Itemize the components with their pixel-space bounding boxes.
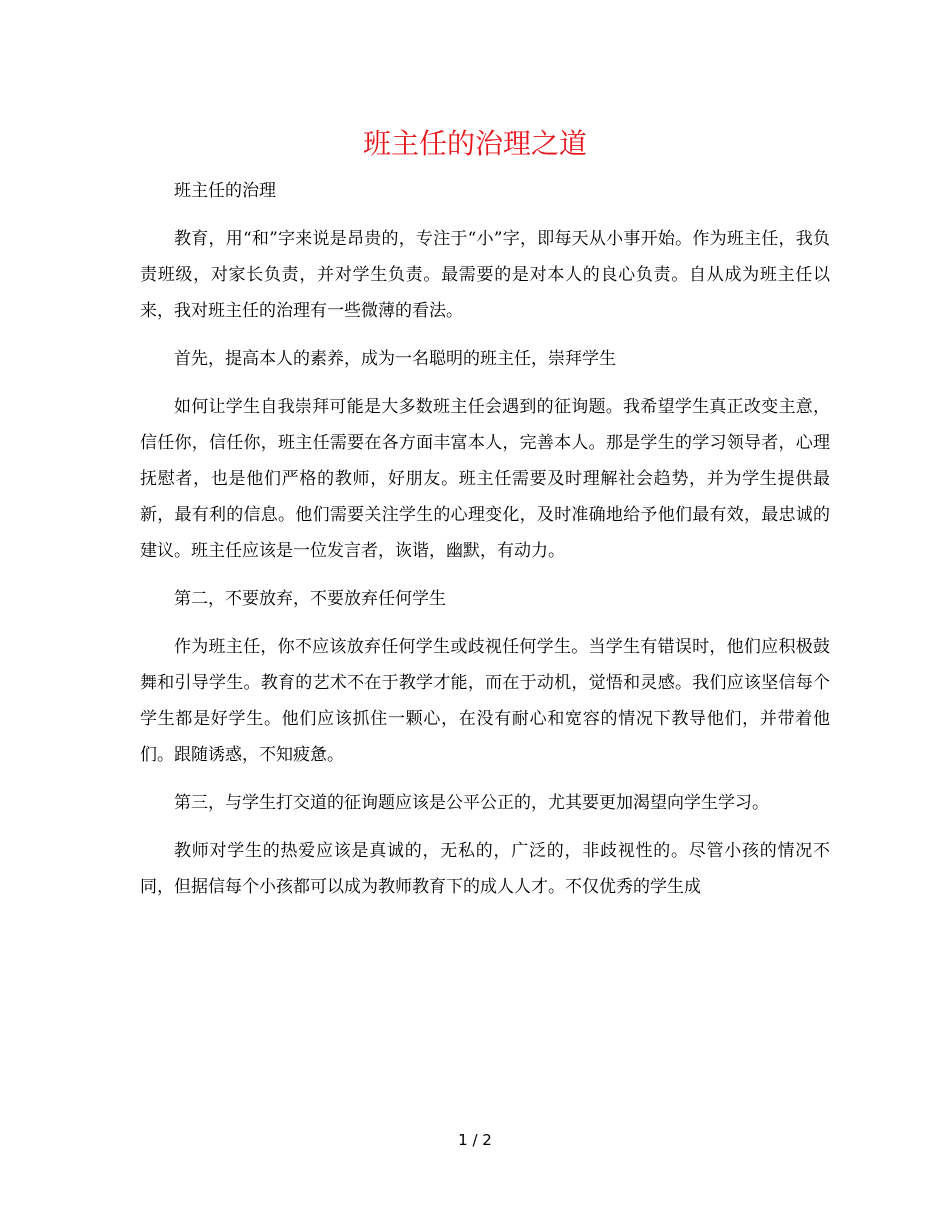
paragraph-heading-third: 第三，与学生打交道的征询题应该是公平公正的，尤其要更加渴望向学生学习。: [174, 793, 769, 813]
document-body: [140, 173, 830, 917]
paragraph-heading-intro: 班主任的治理: [174, 181, 276, 201]
paragraph-heading-first: 首先，提高本人的素养，成为一名聪明的班主任，崇拜学生: [174, 349, 616, 369]
page-title: 班主任的治理之道: [362, 127, 587, 160]
page-number: 1 / 2: [458, 1131, 492, 1149]
paragraph: 教育，用“和”字来说是昂贵的，专注于“小”字，即每天从小事开始。作为班主任，我负责班级，对家长负责，并对学生负责。最需要的是对本人的良心负责。自从成为班主任以来，我对班主任的治理有一些微薄的看法。: [140, 229, 830, 321]
paragraph: 作为班主任，你不应该放弃任何学生或歧视任何学生。当学生有错误时，他们应积极鼓舞和引导学生。教育的艺术不在于教学才能，而在于动机，觉悟和灵感。我们应该坚信每个学生都是好学生。他们应该抓住一颗心，在没有耐心和宽容的情况下教导他们，并带着他们。跟随诱惑，不知疲惫。: [140, 637, 830, 765]
paragraph-heading-second: 第二，不要放弃，不要放弃任何学生: [174, 589, 446, 609]
paragraph: 如何让学生自我崇拜可能是大多数班主任会遇到的征询题。我希望学生真正改变主意，信任你，信任你，班主任需要在各方面丰富本人，完善本人。那是学生的学习领导者，心理抚慰者，也是他们严格的教师，好朋友。班主任需要及时理解社会趋势，并为学生提供最新，最有利的信息。他们需要关注学生的心理变化，及时准确地给予他们最有效，最忠诚的建议。班主任应该是一位发言者，诙谐，幽默，有动力。: [140, 397, 830, 561]
paragraph: 教师对学生的热爱应该是真诚的，无私的，广泛的，非歧视性的。尽管小孩的情况不同，但据信每个小孩都可以成为教师教育下的成人人才。不仅优秀的学生成: [140, 841, 830, 897]
